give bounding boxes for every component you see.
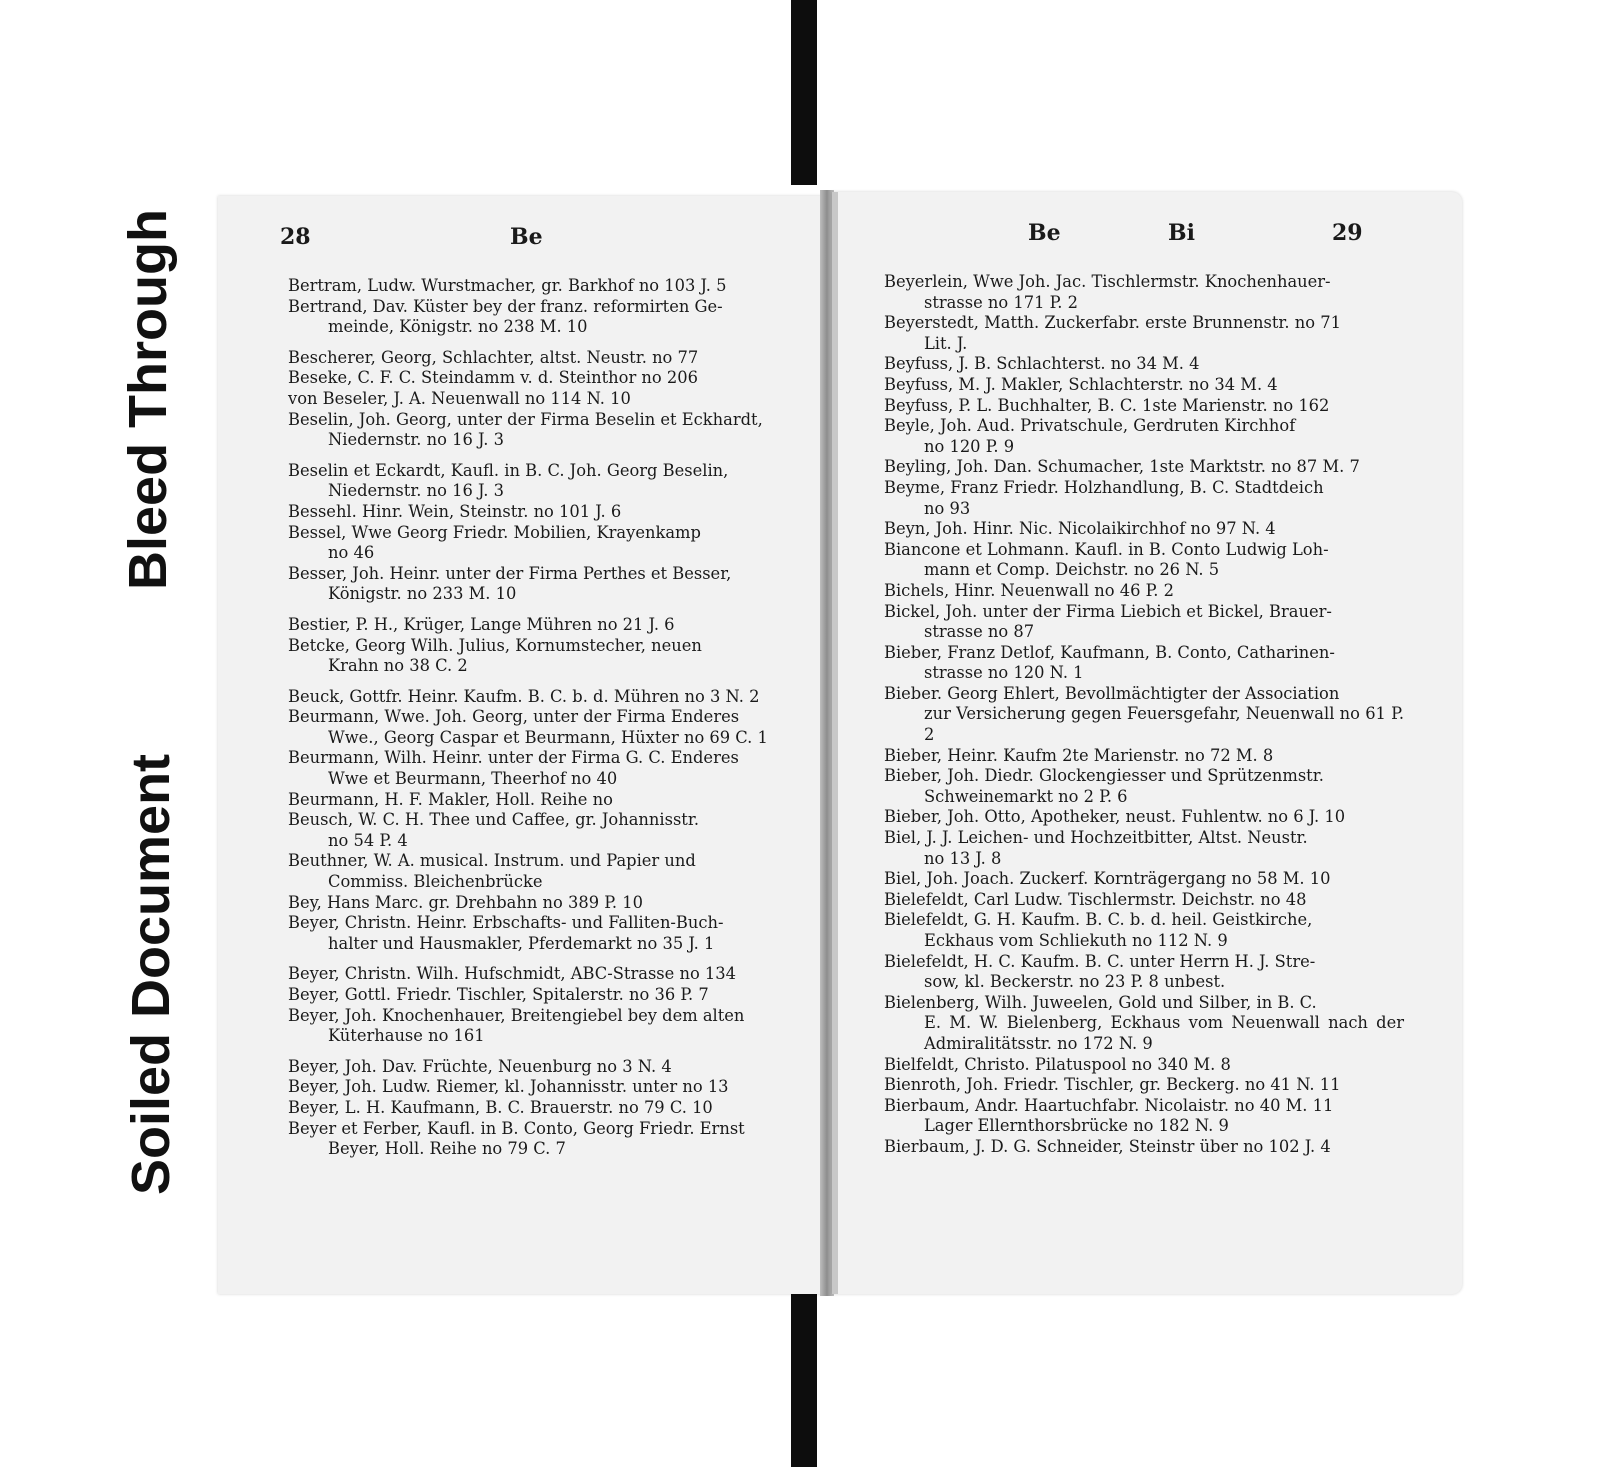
entry-continuation: Wwe., Georg Caspar et Beurmann, Hüxter no 69 C. 1: [328, 727, 768, 747]
soiled-document-label: Soiled Document: [121, 753, 181, 1195]
entry-first-line: Beyerstedt, Matth. Zuckerfabr. erste Brunnenstr. no 71: [884, 313, 1341, 333]
entry-continuation: Eckhaus vom Schliekuth no 112 N. 9: [924, 931, 1228, 950]
entry-continuation: sow, kl. Beckerstr. no 23 P. 8 unbest.: [924, 972, 1226, 992]
entry-first-line: Beyer, Joh. Knochenhauer, Breitengiebel bey dem alten: [288, 1005, 745, 1025]
entry-first-line: Bierbaum, J. D. G. Schneider, Steinstr über no 102 J. 4: [884, 1136, 1331, 1156]
right-page-header-left: Be: [1028, 220, 1061, 246]
entry-continuation: Krahn no 38 C. 2: [328, 656, 468, 676]
directory-entry: [288, 851, 798, 892]
entry-continuation: no 46: [328, 543, 375, 563]
directory-entry: [884, 581, 1404, 602]
entry-first-line: Beuthner, W. A. musical. Instrum. und Papier und: [288, 851, 696, 871]
entry-first-line: Beyn, Joh. Hinr. Nic. Nicolaikirchhof no 97 N. 4: [884, 519, 1276, 539]
directory-entry: [288, 1119, 798, 1160]
directory-entry: [288, 297, 798, 338]
directory-entry: [288, 1006, 798, 1047]
directory-entry: [884, 766, 1404, 807]
directory-entry: [288, 1098, 798, 1119]
entry-first-line: Beseke, C. F. C. Steindamm v. d. Steinthor no 206: [288, 368, 698, 388]
entry-first-line: Beyling, Joh. Dan. Schumacher, 1ste Marktstr. no 87 M. 7: [884, 457, 1360, 477]
entry-first-line: Beselin et Eckardt, Kaufl. in B. C. Joh. Georg Beselin,: [288, 460, 729, 480]
entry-continuation: Küterhause no 161: [328, 1026, 485, 1046]
directory-entry: [288, 1077, 798, 1098]
entry-first-line: Biel, Joh. Joach. Zuckerf. Kornträgergang no 58 M. 10: [884, 869, 1331, 889]
entry-first-line: Beselin, Joh. Georg, unter der Firma Beselin et Eckhardt,: [288, 409, 763, 429]
directory-entry: [884, 684, 1404, 746]
entry-continuation: strasse no 120 N. 1: [924, 663, 1084, 683]
directory-entry: [884, 540, 1404, 581]
directory-entry: [884, 313, 1404, 354]
directory-entry: [288, 790, 798, 811]
entry-first-line: Bienroth, Joh. Friedr. Tischler, gr. Beckerg. no 41 N. 11: [884, 1075, 1341, 1095]
entry-continuation: Niedernstr. no 16 J. 3: [328, 430, 504, 450]
entry-first-line: Beyle, Joh. Aud. Privatschule, Gerdruten Kirchhof: [884, 416, 1296, 436]
directory-entry: [288, 502, 798, 523]
entry-first-line: Beyer et Ferber, Kaufl. in B. Conto, Georg Friedr. Ernst: [288, 1118, 745, 1138]
entry-first-line: Beyer, Joh. Ludw. Riemer, kl. Johannisstr. unter no 13: [288, 1077, 729, 1097]
directory-entry: [884, 643, 1404, 684]
directory-entry: [288, 523, 798, 564]
entry-first-line: Beuck, Gottfr. Heinr. Kaufm. B. C. b. d. Mühren no 3 N. 2: [288, 686, 760, 706]
directory-entry: [884, 1137, 1404, 1158]
entry-first-line: Bieber, Joh. Otto, Apotheker, neust. Fuhlentw. no 6 J. 10: [884, 807, 1346, 827]
directory-entry: [288, 707, 798, 748]
entry-first-line: Beyer, L. H. Kaufmann, B. C. Brauerstr. no 79 C. 10: [288, 1097, 713, 1117]
directory-entry: [288, 748, 798, 789]
directory-entry: [884, 807, 1404, 828]
directory-entry: [884, 396, 1404, 417]
directory-entry: [288, 368, 798, 389]
directory-entry: [288, 389, 798, 410]
entry-first-line: Bielefeldt, G. H. Kaufm. B. C. b. d. heil. Geistkirche,: [884, 910, 1313, 930]
entry-continuation: meinde, Königstr. no 238 M. 10: [328, 317, 588, 337]
directory-entry: [288, 636, 798, 677]
entry-continuation: no 120 P. 9: [924, 436, 1015, 456]
entry-first-line: Beyer, Gottl. Friedr. Tischler, Spitalerstr. no 36 P. 7: [288, 985, 709, 1004]
directory-entry: [884, 602, 1404, 643]
directory-entry: [288, 410, 798, 451]
entry-first-line: Beyer, Christn. Wilh. Hufschmidt, ABC-Strasse no 134: [288, 964, 737, 984]
entry-first-line: Biel, J. J. Leichen- und Hochzeitbitter, Altst. Neustr.: [884, 828, 1308, 848]
directory-entry: [884, 1055, 1404, 1076]
directory-entry: [884, 354, 1404, 375]
entry-first-line: Bielfeldt, Christo. Pilatuspool no 340 M. 8: [884, 1054, 1231, 1074]
entry-continuation: zur Versicherung gegen Feuersgefahr, Neuenwall no 61 P. 2: [924, 704, 1404, 745]
directory-entry: [884, 519, 1404, 540]
directory-entry: [884, 869, 1404, 890]
entry-first-line: Bielenberg, Wilh. Juweelen, Gold und Silber, in B. C.: [884, 992, 1317, 1012]
directory-entry: [288, 348, 798, 369]
right-page-number: 29: [1332, 220, 1363, 246]
directory-entry: [884, 272, 1404, 313]
directory-entry: [288, 687, 798, 708]
directory-entry: [288, 276, 798, 297]
directory-entry: [884, 890, 1404, 911]
entry-first-line: Bertram, Ludw. Wurstmacher, gr. Barkhof no 103 J. 5: [288, 276, 727, 295]
entry-first-line: Bertrand, Dav. Küster bey der franz. reformirten Ge-: [288, 296, 723, 316]
entry-continuation: Lager Ellernthorsbrücke no 182 N. 9: [924, 1116, 1229, 1136]
entry-first-line: Beurmann, H. F. Makler, Holl. Reihe no: [288, 789, 613, 809]
entry-continuation: Beyer, Holl. Reihe no 79 C. 7: [328, 1139, 566, 1159]
directory-entry: [884, 746, 1404, 767]
directory-entry: [884, 952, 1404, 993]
entry-first-line: Bessel, Wwe Georg Friedr. Mobilien, Krayenkamp: [288, 522, 701, 542]
entry-first-line: Beusch, W. C. H. Thee und Caffee, gr. Johannisstr.: [288, 810, 700, 830]
entry-first-line: Beyerlein, Wwe Joh. Jac. Tischlermstr. Knochenhauer-: [884, 272, 1331, 291]
left-page: [218, 196, 825, 1294]
directory-entry: [884, 1075, 1404, 1096]
entry-continuation: Wwe et Beurmann, Theerhof no 40: [328, 769, 618, 789]
directory-entry: [288, 1057, 798, 1078]
entry-first-line: Bielefeldt, Carl Ludw. Tischlermstr. Deichstr. no 48: [884, 889, 1307, 909]
directory-entry: [884, 993, 1404, 1055]
left-entry-list: [288, 276, 798, 1160]
entry-continuation: no 93: [924, 498, 971, 518]
right-page-header-right: Bi: [1168, 220, 1195, 246]
left-page-number: 28: [280, 224, 311, 250]
entry-first-line: Bessehl. Hinr. Wein, Steinstr. no 101 J. 6: [288, 501, 622, 521]
entry-first-line: Bichels, Hinr. Neuenwall no 46 P. 2: [884, 580, 1174, 600]
entry-first-line: Bestier, P. H., Krüger, Lange Mühren no 21 J. 6: [288, 614, 675, 634]
entry-first-line: Bickel, Joh. unter der Firma Liebich et Bickel, Brauer-: [884, 601, 1332, 621]
directory-entry: [288, 893, 798, 914]
entry-first-line: Biancone et Lohmann. Kaufl. in B. Conto Ludwig Loh-: [884, 539, 1329, 559]
entry-first-line: Beyfuss, P. L. Buchhalter, B. C. 1ste Marienstr. no 162: [884, 395, 1330, 415]
entry-first-line: Bieber, Joh. Diedr. Glockengiesser und Sprützenmstr.: [884, 766, 1324, 786]
bleed-through-label: Bleed Through: [118, 209, 178, 590]
directory-entry: [884, 457, 1404, 478]
directory-entry: [288, 461, 798, 502]
entry-continuation: Lit. J.: [924, 333, 968, 353]
entry-first-line: von Beseler, J. A. Neuenwall no 114 N. 10: [288, 388, 631, 408]
directory-entry: [288, 964, 798, 985]
entry-first-line: Bey, Hans Marc. gr. Drehbahn no 389 P. 10: [288, 892, 643, 912]
directory-entry: [884, 416, 1404, 457]
directory-entry: [288, 985, 798, 1006]
entry-first-line: Bieber, Heinr. Kaufm 2te Marienstr. no 72 M. 8: [884, 745, 1274, 765]
entry-first-line: Beyfuss, M. J. Makler, Schlachterstr. no 34 M. 4: [884, 374, 1278, 394]
entry-first-line: Beurmann, Wwe. Joh. Georg, unter der Firma Enderes: [288, 707, 740, 727]
entry-continuation: Schweinemarkt no 2 P. 6: [924, 786, 1128, 806]
binding-strip-top: [791, 0, 817, 185]
entry-continuation: Königstr. no 233 M. 10: [328, 584, 517, 604]
entry-first-line: Beyfuss, J. B. Schlachterst. no 34 M. 4: [884, 354, 1200, 374]
entry-continuation: no 54 P. 4: [328, 830, 408, 850]
binding-strip-bottom: [791, 1288, 817, 1467]
entry-first-line: Beurmann, Wilh. Heinr. unter der Firma G. C. Enderes: [288, 748, 739, 768]
entry-first-line: Bierbaum, Andr. Haartuchfabr. Nicolaistr. no 40 M. 11: [884, 1095, 1334, 1115]
entry-first-line: Bielefeldt, H. C. Kaufm. B. C. unter Herrn H. J. Stre-: [884, 951, 1316, 971]
entry-continuation: strasse no 171 P. 2: [924, 292, 1078, 312]
entry-first-line: Bieber. Georg Ehlert, Bevollmächtigter der Association: [884, 683, 1340, 703]
entry-first-line: Bescherer, Georg, Schlachter, altst. Neustr. no 77: [288, 347, 699, 367]
directory-entry: [288, 810, 798, 851]
directory-entry: [884, 828, 1404, 869]
directory-entry: [884, 1096, 1404, 1137]
entry-first-line: Beyer, Joh. Dav. Früchte, Neuenburg no 3 N. 4: [288, 1056, 672, 1076]
directory-entry: [884, 478, 1404, 519]
directory-entry: [288, 913, 798, 954]
entry-continuation: E. M. W. Bielenberg, Eckhaus vom Neuenwall nach der Admiralitätsstr. no 172 N. 9: [924, 1013, 1404, 1053]
entry-first-line: Besser, Joh. Heinr. unter der Firma Perthes et Besser,: [288, 563, 732, 583]
right-entry-list: [884, 272, 1404, 1158]
entry-continuation: mann et Comp. Deichstr. no 26 N. 5: [924, 560, 1220, 580]
entry-continuation: halter und Hausmakler, Pferdemarkt no 35 J. 1: [328, 933, 715, 953]
entry-continuation: strasse no 87: [924, 622, 1035, 642]
directory-entry: [884, 910, 1404, 951]
right-page: [832, 192, 1462, 1294]
entry-first-line: Betcke, Georg Wilh. Julius, Kornumstecher, neuen: [288, 635, 702, 655]
entry-first-line: Beyme, Franz Friedr. Holzhandlung, B. C. Stadtdeich: [884, 477, 1324, 497]
entry-continuation: no 13 J. 8: [924, 848, 1002, 868]
directory-entry: [884, 375, 1404, 396]
entry-first-line: Beyer, Christn. Heinr. Erbschafts- und Falliten-Buch-: [288, 913, 724, 933]
left-page-header: Be: [510, 224, 543, 250]
entry-continuation: Commiss. Bleichenbrücke: [328, 872, 543, 892]
entry-continuation: Niedernstr. no 16 J. 3: [328, 481, 504, 501]
entry-first-line: Bieber, Franz Detlof, Kaufmann, B. Conto, Catharinen-: [884, 642, 1335, 662]
directory-entry: [288, 615, 798, 636]
directory-entry: [288, 564, 798, 605]
